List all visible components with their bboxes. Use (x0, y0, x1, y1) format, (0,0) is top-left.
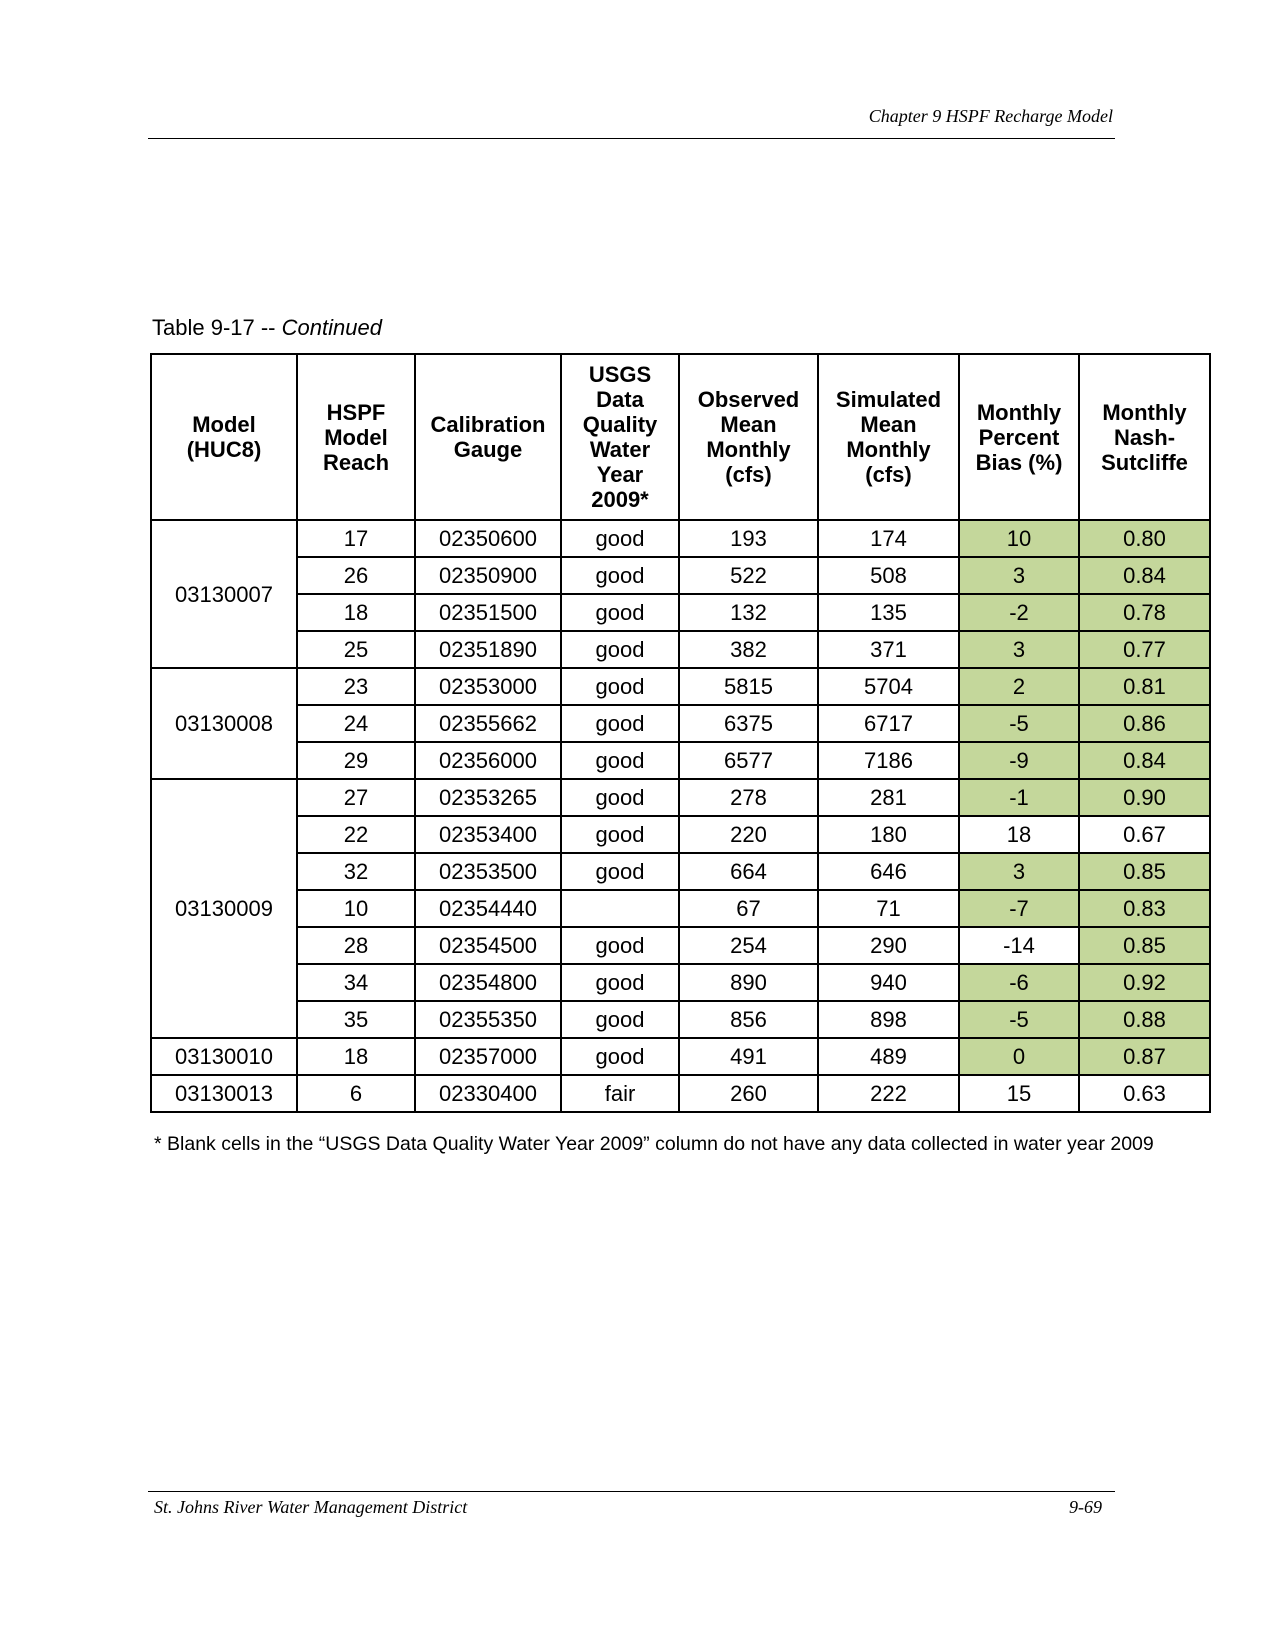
bias-cell: -9 (959, 742, 1079, 779)
nash-cell: 0.81 (1079, 668, 1210, 705)
simulated-header (818, 354, 959, 520)
bias-cell: -5 (959, 705, 1079, 742)
reach-cell: 24 (297, 705, 415, 742)
table-row (151, 557, 1210, 594)
table-row (151, 964, 1210, 1001)
bias-cell: 3 (959, 557, 1079, 594)
gauge-cell: 02354800 (415, 964, 561, 1001)
observed-cell: 254 (679, 927, 818, 964)
quality-cell: good (561, 816, 679, 853)
footnote: * Blank cells in the “USGS Data Quality Water Year 2009” column do not have any data collected in water year 2009 (154, 1133, 1154, 1155)
gauge-cell: 02351890 (415, 631, 561, 668)
model-header (151, 354, 297, 520)
quality-cell (561, 890, 679, 927)
reach-cell: 6 (297, 1075, 415, 1112)
quality-cell: good (561, 520, 679, 557)
caption-prefix: Table 9-17 -- (152, 315, 282, 340)
bias-cell: 10 (959, 520, 1079, 557)
reach-cell: 35 (297, 1001, 415, 1038)
gauge-cell: 02354440 (415, 890, 561, 927)
header-line: Year (596, 462, 644, 487)
reach-cell: 22 (297, 816, 415, 853)
model-cell: 03130008 (151, 668, 297, 779)
running-header: Chapter 9 HSPF Recharge Model (868, 106, 1113, 126)
table-body (151, 520, 1210, 1112)
quality-cell: good (561, 631, 679, 668)
table-row (151, 1038, 1210, 1075)
gauge-cell: 02353000 (415, 668, 561, 705)
header-line: (cfs) (865, 462, 912, 487)
nash-cell: 0.84 (1079, 742, 1210, 779)
bias-cell: 2 (959, 668, 1079, 705)
simulated-cell: 71 (818, 890, 959, 927)
gauge-cell: 02351500 (415, 594, 561, 631)
header-line: HSPF (326, 399, 386, 425)
table-row (151, 594, 1210, 631)
table-row (151, 853, 1210, 890)
observed-cell: 220 (679, 816, 818, 853)
header-line: (cfs) (725, 462, 772, 487)
simulated-cell: 508 (818, 557, 959, 594)
table-row (151, 668, 1210, 705)
reach-header (297, 354, 415, 520)
header-line: Calibration (430, 412, 546, 437)
table-row (151, 1075, 1210, 1112)
quality-cell: good (561, 557, 679, 594)
header-line: Gauge (453, 437, 523, 462)
table-row (151, 742, 1210, 779)
nash-cell: 0.92 (1079, 964, 1210, 1001)
quality-header (561, 354, 679, 520)
bias-cell: 15 (959, 1075, 1079, 1112)
table-row (151, 520, 1210, 557)
simulated-cell: 7186 (818, 742, 959, 779)
model-cell: 03130010 (151, 1038, 297, 1075)
reach-cell: 10 (297, 890, 415, 927)
page-number: 9-69 (1069, 1497, 1102, 1517)
simulated-cell: 5704 (818, 668, 959, 705)
header-line: Bias (%) (975, 449, 1063, 475)
observed-cell: 278 (679, 779, 818, 816)
observed-cell: 890 (679, 964, 818, 1001)
caption-continued: Continued (281, 315, 382, 340)
gauge-cell: 02350900 (415, 557, 561, 594)
bias-cell: -6 (959, 964, 1079, 1001)
observed-cell: 382 (679, 631, 818, 668)
header-line: Monthly (976, 399, 1062, 425)
model-cell: 03130009 (151, 779, 297, 1038)
quality-cell: good (561, 705, 679, 742)
observed-cell: 856 (679, 1001, 818, 1038)
gauge-cell: 02350600 (415, 520, 561, 557)
simulated-cell: 646 (818, 853, 959, 890)
header-line: Model (192, 412, 256, 437)
header-line: USGS (588, 362, 652, 387)
gauge-header (415, 354, 561, 520)
bias-cell: -1 (959, 779, 1079, 816)
gauge-cell: 02353265 (415, 779, 561, 816)
gauge-cell: 02357000 (415, 1038, 561, 1075)
observed-cell: 6577 (679, 742, 818, 779)
observed-cell: 193 (679, 520, 818, 557)
observed-header (679, 354, 818, 520)
header-line: Simulated (835, 387, 942, 412)
observed-cell: 664 (679, 853, 818, 890)
bias-cell: -5 (959, 1001, 1079, 1038)
header-rule (148, 138, 1115, 139)
reach-cell: 32 (297, 853, 415, 890)
gauge-cell: 02354500 (415, 927, 561, 964)
nash-header (1079, 354, 1210, 520)
header-line: Nash- (1113, 424, 1176, 450)
bias-cell: 0 (959, 1038, 1079, 1075)
header-line: Mean (720, 412, 777, 437)
reach-cell: 28 (297, 927, 415, 964)
table-row (151, 705, 1210, 742)
bias-cell: 3 (959, 631, 1079, 668)
nash-cell: 0.85 (1079, 927, 1210, 964)
header-line: 2009* (591, 487, 649, 512)
quality-cell: good (561, 964, 679, 1001)
observed-cell: 67 (679, 890, 818, 927)
gauge-cell: 02356000 (415, 742, 561, 779)
nash-cell: 0.88 (1079, 1001, 1210, 1038)
table-row (151, 779, 1210, 816)
nash-cell: 0.77 (1079, 631, 1210, 668)
quality-cell: good (561, 853, 679, 890)
quality-cell: good (561, 668, 679, 705)
bias-header (959, 354, 1079, 520)
nash-cell: 0.84 (1079, 557, 1210, 594)
simulated-cell: 898 (818, 1001, 959, 1038)
table-row (151, 816, 1210, 853)
header-line: Quality (582, 412, 658, 437)
reach-cell: 17 (297, 520, 415, 557)
header-line: Monthly (846, 437, 931, 462)
header-line: Monthly (1102, 399, 1187, 425)
simulated-cell: 489 (818, 1038, 959, 1075)
table-row (151, 631, 1210, 668)
nash-cell: 0.87 (1079, 1038, 1210, 1075)
bias-cell: 18 (959, 816, 1079, 853)
nash-cell: 0.80 (1079, 520, 1210, 557)
simulated-cell: 6717 (818, 705, 959, 742)
gauge-cell: 02355662 (415, 705, 561, 742)
footer-rule (148, 1491, 1115, 1492)
gauge-cell: 02330400 (415, 1075, 561, 1112)
gauge-cell: 02353500 (415, 853, 561, 890)
table-row (151, 890, 1210, 927)
quality-cell: good (561, 1038, 679, 1075)
header-line: Model (324, 424, 388, 450)
header-line: Water (589, 437, 651, 462)
quality-cell: fair (561, 1075, 679, 1112)
bias-cell: 3 (959, 853, 1079, 890)
reach-cell: 18 (297, 1038, 415, 1075)
bias-cell: -2 (959, 594, 1079, 631)
observed-cell: 522 (679, 557, 818, 594)
table-row (151, 1001, 1210, 1038)
quality-cell: good (561, 927, 679, 964)
simulated-cell: 135 (818, 594, 959, 631)
quality-cell: good (561, 594, 679, 631)
nash-cell: 0.86 (1079, 705, 1210, 742)
reach-cell: 26 (297, 557, 415, 594)
calibration-table (150, 353, 1211, 1113)
nash-cell: 0.85 (1079, 853, 1210, 890)
reach-cell: 23 (297, 668, 415, 705)
footer-organization: St. Johns River Water Management District (154, 1497, 468, 1517)
table-caption (152, 315, 382, 341)
bias-cell: -14 (959, 927, 1079, 964)
quality-cell: good (561, 779, 679, 816)
simulated-cell: 174 (818, 520, 959, 557)
bias-cell: -7 (959, 890, 1079, 927)
reach-cell: 25 (297, 631, 415, 668)
model-cell: 03130007 (151, 520, 297, 668)
header-line: Data (596, 387, 644, 412)
nash-cell: 0.63 (1079, 1075, 1210, 1112)
observed-cell: 491 (679, 1038, 818, 1075)
observed-cell: 132 (679, 594, 818, 631)
nash-cell: 0.67 (1079, 816, 1210, 853)
table-row (151, 927, 1210, 964)
simulated-cell: 371 (818, 631, 959, 668)
header-line: Sutcliffe (1101, 449, 1188, 475)
quality-cell: good (561, 1001, 679, 1038)
simulated-cell: 290 (818, 927, 959, 964)
gauge-cell: 02353400 (415, 816, 561, 853)
header-line: Reach (322, 449, 390, 475)
observed-cell: 6375 (679, 705, 818, 742)
reach-cell: 27 (297, 779, 415, 816)
reach-cell: 34 (297, 964, 415, 1001)
header-line: Monthly (706, 437, 791, 462)
observed-cell: 260 (679, 1075, 818, 1112)
simulated-cell: 222 (818, 1075, 959, 1112)
observed-cell: 5815 (679, 668, 818, 705)
simulated-cell: 940 (818, 964, 959, 1001)
nash-cell: 0.83 (1079, 890, 1210, 927)
model-cell: 03130013 (151, 1075, 297, 1112)
table-header-row (151, 354, 1210, 520)
quality-cell: good (561, 742, 679, 779)
simulated-cell: 180 (818, 816, 959, 853)
header-line: Observed (697, 387, 800, 412)
reach-cell: 29 (297, 742, 415, 779)
nash-cell: 0.90 (1079, 779, 1210, 816)
reach-cell: 18 (297, 594, 415, 631)
nash-cell: 0.78 (1079, 594, 1210, 631)
header-line: (HUC8) (186, 437, 262, 462)
gauge-cell: 02355350 (415, 1001, 561, 1038)
header-line: Percent (978, 424, 1060, 450)
header-line: Mean (860, 412, 917, 437)
simulated-cell: 281 (818, 779, 959, 816)
